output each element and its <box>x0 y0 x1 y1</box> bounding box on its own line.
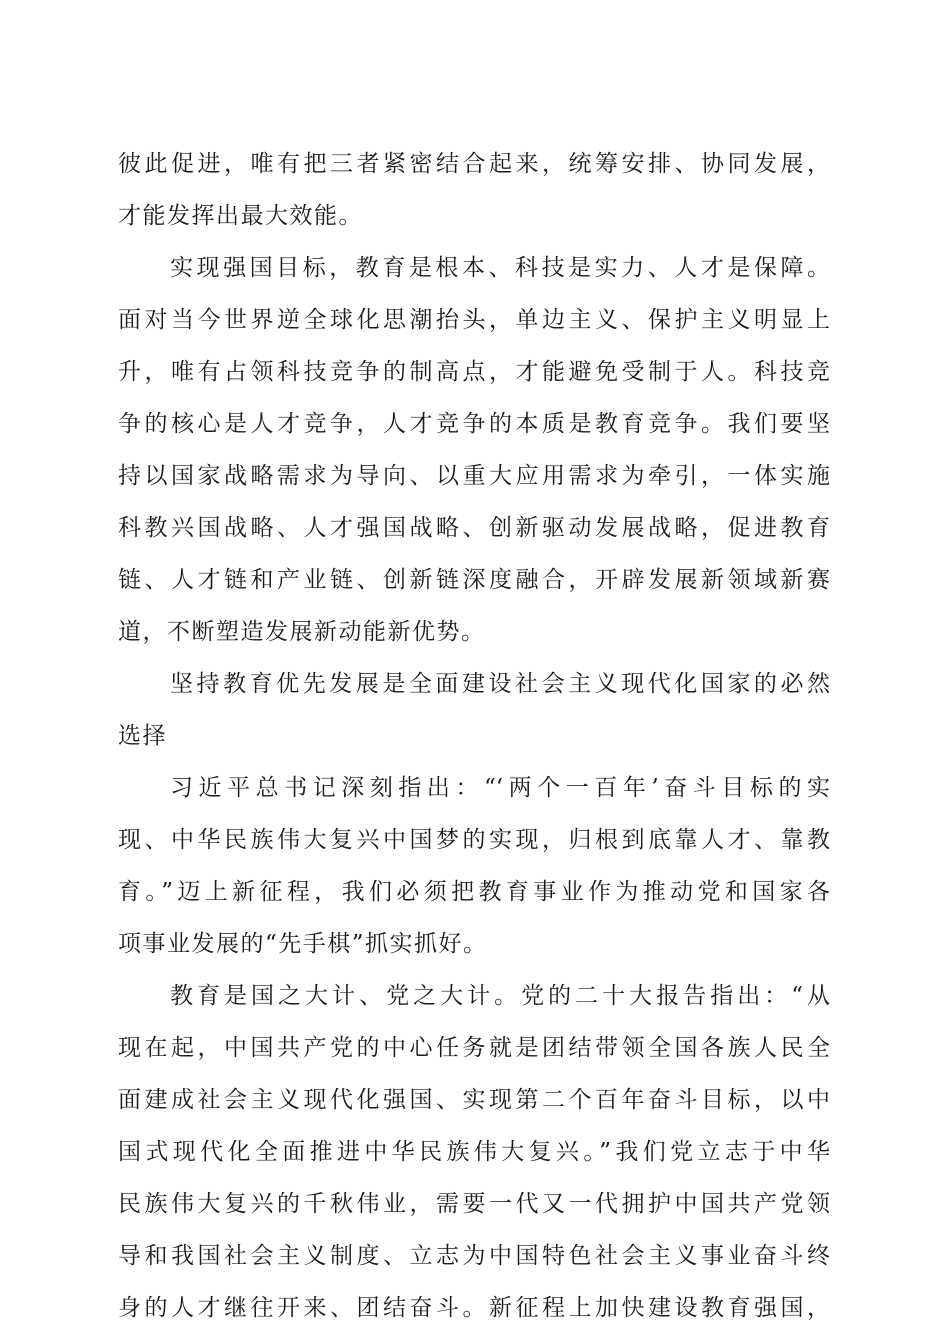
text-line: 持以国家战略需求为导向、以重大应用需求为牵引，一体实施 <box>118 463 830 489</box>
text-line: 现、中华民族伟大复兴中国梦的实现，归根到底靠人才、靠教 <box>118 827 830 853</box>
text-line: 科教兴国战略、人才强国战略、创新驱动发展战略，促进教育 <box>118 515 830 541</box>
document-page <box>118 138 830 1334</box>
text-line: 道，不断塑造发展新动能新优势。 <box>118 619 486 645</box>
text-line: 育。”迈上新征程，我们必须把教育事业作为推动党和国家各 <box>118 879 830 905</box>
paragraph-first-line: 坚持教育优先发展是全面建设社会主义现代化国家的必然 <box>170 671 830 697</box>
text-line: 国式现代化全面推进中华民族伟大复兴。”我们党立志于中华 <box>118 1139 830 1165</box>
text-line: 才能发挥出最大效能。 <box>118 203 363 229</box>
text-line: 面建成社会主义现代化强国、实现第二个百年奋斗目标，以中 <box>118 1087 830 1113</box>
text-line: 链、人才链和产业链、创新链深度融合，开辟发展新领域新赛 <box>118 567 830 593</box>
text-line: 现在起，中国共产党的中心任务就是团结带领全国各族人民全 <box>118 1035 830 1061</box>
text-line: 升，唯有占领科技竞争的制高点，才能避免受制于人。科技竞 <box>118 359 830 385</box>
text-line: 选择 <box>118 723 167 749</box>
text-line: 项事业发展的“先手棋”抓实抓好。 <box>118 931 488 957</box>
text-line: 导和我国社会主义制度、立志为中国特色社会主义事业奋斗终 <box>118 1243 830 1269</box>
paragraph-first-line: 实现强国目标，教育是根本、科技是实力、人才是保障。 <box>170 255 830 281</box>
text-line: 彼此促进，唯有把三者紧密结合起来，统筹安排、协同发展， <box>118 151 830 177</box>
paragraph-first-line: 教育是国之大计、党之大计。党的二十大报告指出：“从 <box>170 983 830 1009</box>
text-line: 身的人才继往开来、团结奋斗。新征程上加快建设教育强国， <box>118 1295 830 1321</box>
paragraph-first-line: 习近平总书记深刻指出：“‘两个一百年’奋斗目标的实 <box>170 775 830 801</box>
text-line: 民族伟大复兴的千秋伟业，需要一代又一代拥护中国共产党领 <box>118 1191 830 1217</box>
text-line: 面对当今世界逆全球化思潮抬头，单边主义、保护主义明显上 <box>118 307 830 333</box>
text-line: 争的核心是人才竞争，人才竞争的本质是教育竞争。我们要坚 <box>118 411 830 437</box>
